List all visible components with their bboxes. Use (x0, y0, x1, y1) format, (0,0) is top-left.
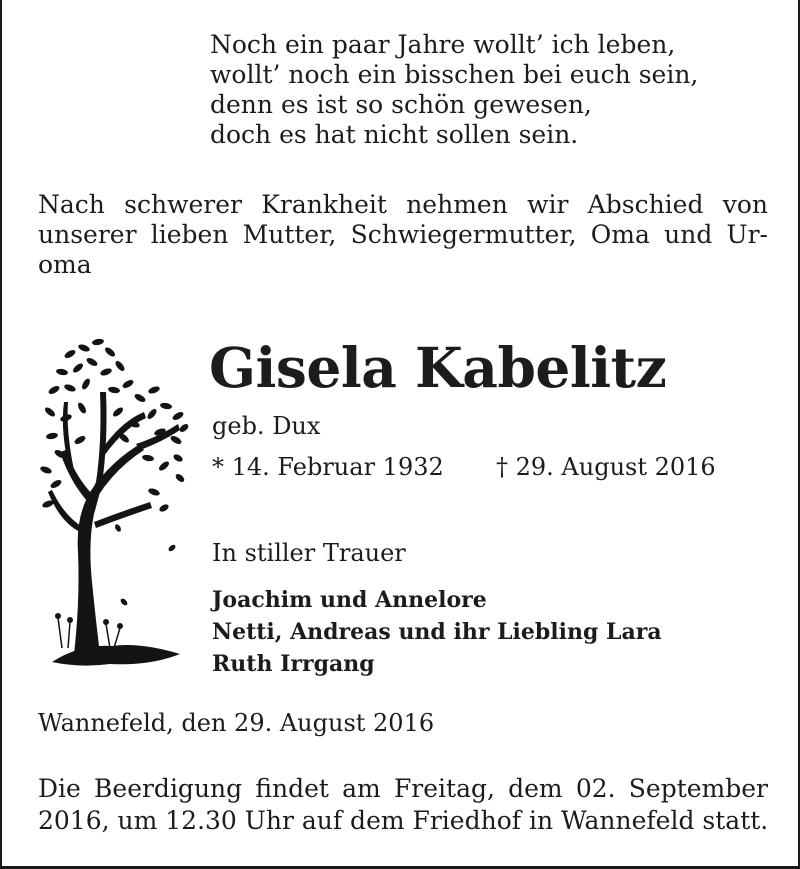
poem-line: Noch ein paar Jahre wollt’ ich leben, (210, 30, 676, 59)
leaves-cluster (40, 338, 190, 513)
branch-shape (96, 392, 107, 484)
trunk-shape (74, 482, 102, 654)
branch-shape (60, 450, 94, 502)
funeral-info (38, 773, 768, 837)
intro-line: unserer lieben Mutter, Schwiegermutter, Oma und Ur- (38, 220, 768, 249)
poem-line: doch es hat nicht sollen sein. (210, 120, 579, 149)
funeral-line: 2016, um 12.30 Uhr auf dem Friedhof in Wannefeld statt. (38, 806, 769, 835)
family-list (212, 584, 662, 680)
intro-line: oma (38, 250, 92, 279)
family-member: Joachim und Annelore (212, 587, 487, 613)
branch-shape (48, 490, 84, 532)
falling-leaves (114, 523, 177, 606)
ground-shape (52, 645, 180, 666)
intro-text (38, 190, 768, 280)
birth-date: * 14. Februar 1932 (212, 453, 444, 481)
place-date: Wannefeld, den 29. August 2016 (38, 709, 435, 737)
tree-icon (40, 332, 192, 672)
intro-line: Nach schwerer Krankheit nehmen wir Abschied von (38, 190, 768, 219)
funeral-line: Die Beerdigung findet am Freitag, dem 02. September (38, 774, 768, 803)
poem (210, 30, 698, 150)
death-date: † 29. August 2016 (496, 453, 716, 481)
family-member: Netti, Andreas und ihr Liebling Lara (212, 619, 662, 645)
maiden-name: geb. Dux (212, 412, 321, 440)
branch-shape (94, 502, 152, 528)
deceased-name: Gisela Kabelitz (209, 335, 667, 400)
mourning-heading: In stiller Trauer (212, 539, 406, 567)
family-member: Ruth Irrgang (212, 651, 375, 677)
poem-line: wollt’ noch ein bisschen bei euch sein, (210, 60, 699, 89)
poem-line: denn es ist so schön gewesen, (210, 90, 592, 119)
